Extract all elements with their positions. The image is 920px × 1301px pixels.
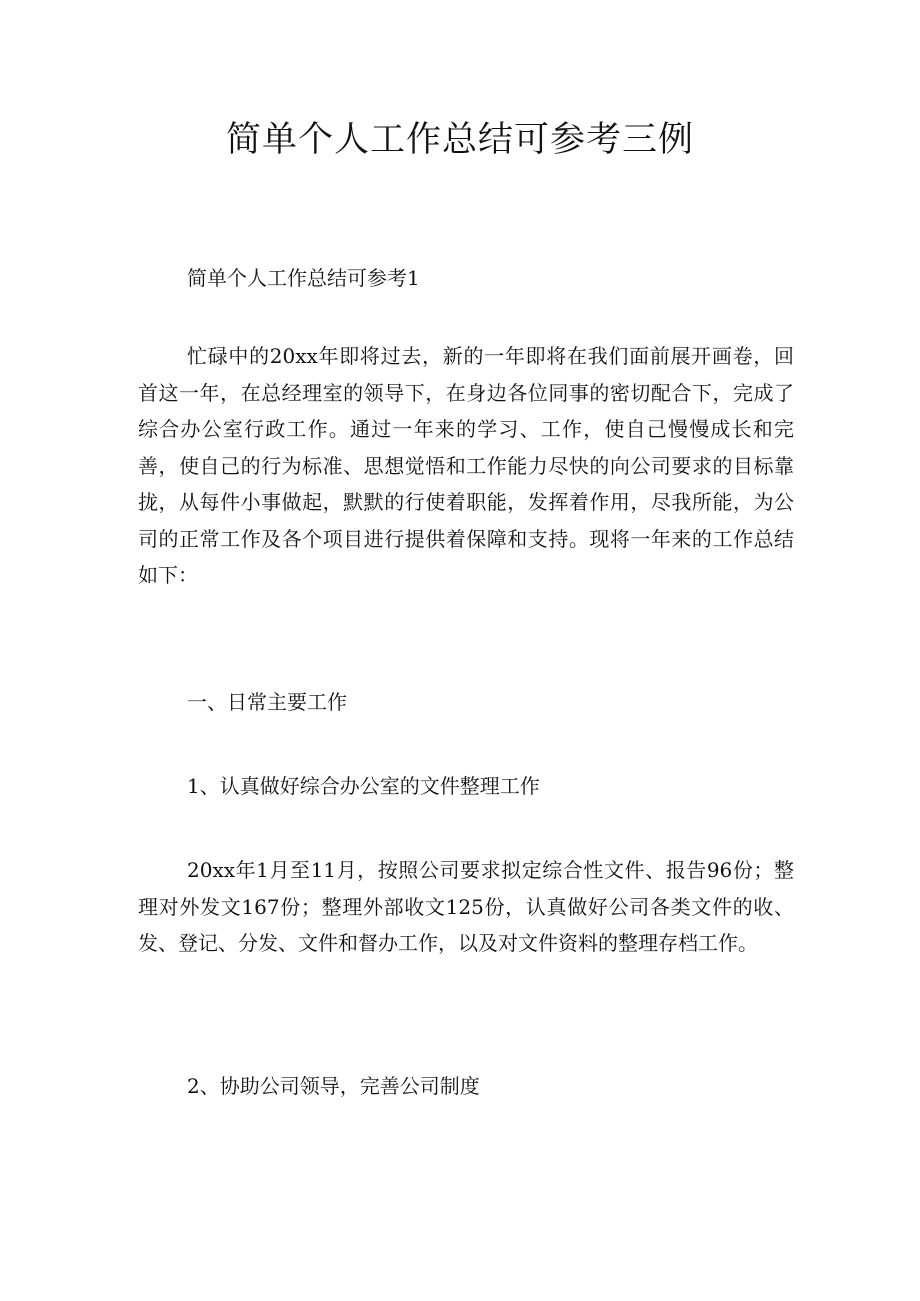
section-heading: 简单个人工作总结可参考1 xyxy=(187,266,420,290)
item-one-paragraph: 20xx年1月至11月，按照公司要求拟定综合性文件、报告96份；整理对外发文167份；整理外部收文125份，认真做好公司各类文件的收、发、登记、分发、文件和督办工作，以及对文件资料的整理存档工作。 xyxy=(138,858,794,955)
item-two-heading: 2、协助公司领导，完善公司制度 xyxy=(187,1074,480,1098)
item-one-heading: 1、认真做好综合办公室的文件整理工作 xyxy=(187,774,540,798)
document-title: 简单个人工作总结可参考三例 xyxy=(225,120,694,160)
intro-paragraph: 忙碌中的20xx年即将过去，新的一年即将在我们面前展开画卷，回首这一年，在总经理室的领导下，在身边各位同事的密切配合下，完成了综合办公室行政工作。通过一年来的学习、工作，使自己慢慢成长和完善，使自己的行为标准、思想觉悟和工作能力尽快的向公司要求的目标靠拢，从每件小事做起，默默的行使着职能，发挥着作用，尽我所能，为公司的正常工作及各个项目进行提供着保障和支持。现将一年来的工作总结如下： xyxy=(138,344,794,587)
part-one-heading: 一、日常主要工作 xyxy=(187,690,347,714)
